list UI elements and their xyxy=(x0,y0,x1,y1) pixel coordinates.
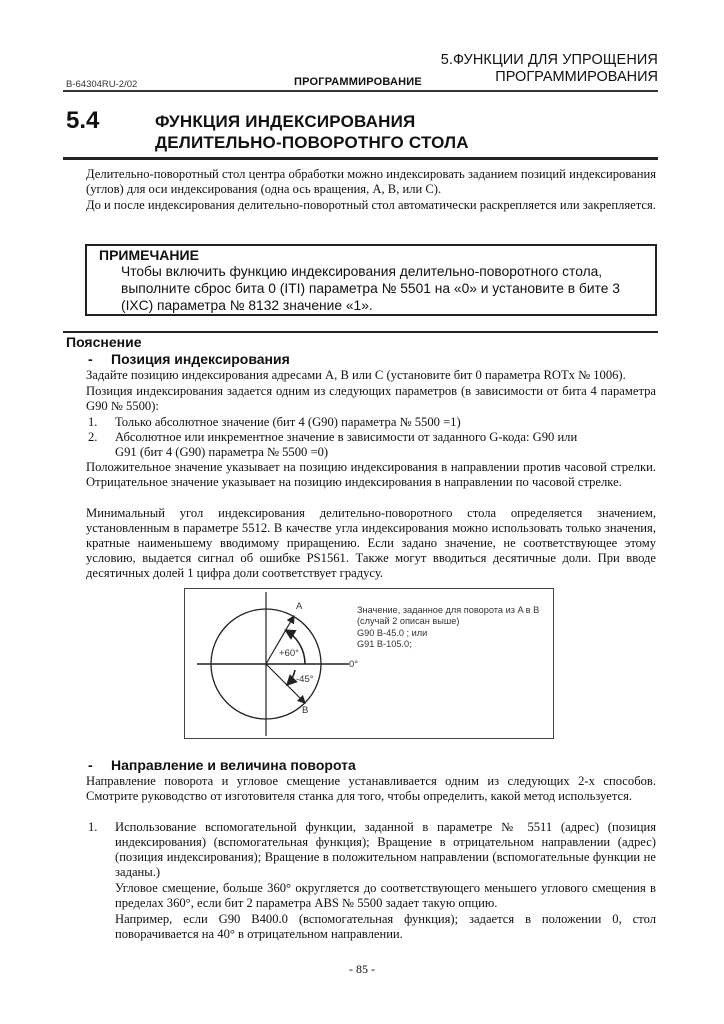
list-item-example: Например, если G90 B400.0 (вспомогательная функция); задается в положении 0, стол поворачивается на 40° в отрицательном направлении. xyxy=(115,912,656,941)
note-title: ПРИМЕЧАНИЕ xyxy=(99,247,199,263)
subsection-bullet: - xyxy=(88,351,93,367)
caption-line: G91 B-105.0; xyxy=(357,639,412,650)
list-number: 1. xyxy=(88,415,98,429)
intro-paragraph-1: Делительно-поворотный стол центра обработки можно индексировать заданием позиций индексирования (углов) для оси индексирования (одна ось вращения, A, B, или C). xyxy=(86,167,656,196)
list-number: 2. xyxy=(88,430,98,444)
angle-plus-60-label: +60° xyxy=(279,648,299,659)
list-item-text: Использование вспомогательной функции, заданной в параметре № 5511 (адрес) (позиция индексирования) (вспомогательная функция); Вращение в отрицательном направлении (адрес) (позиция индексирования); Вращение в положительном направлении (вспомогательные функции не заданы.) xyxy=(115,820,656,879)
zero-degree-label: 0° xyxy=(349,659,359,670)
caption-line: (случай 2 описан выше) xyxy=(357,616,460,627)
explanation-title: Пояснение xyxy=(66,334,142,350)
document-code: B-64304RU-2/02 xyxy=(66,79,138,90)
subsection-bullet: - xyxy=(88,757,93,773)
intro-paragraph-2: До и после индексирования делительно-поворотный стол автоматически раскрепляется или закрепляется. xyxy=(86,198,656,212)
paragraph: Положительное значение указывает на позицию индексирования в направлении против часовой стрелки. Отрицательное значение указывает на позицию индексирования в направлении по часовой стрелке. xyxy=(86,460,656,489)
caption-line: Значение, заданное для поворота из A в B xyxy=(357,605,540,615)
list-item-text: Только абсолютное значение (бит 4 (G90) параметра № 5500 =1) xyxy=(115,415,461,429)
section-title-line2: ДЕЛИТЕЛЬНО-ПОВОРОТНГО СТОЛА xyxy=(155,133,469,152)
page-number: - 85 - xyxy=(349,962,375,976)
paragraph: Направление поворота и угловое смещение устанавливается одним из следующих 2-х способов. Смотрите руководство от изготовителя станка для того, чтобы определить, какой метод используется. xyxy=(86,774,656,803)
section-number: 5.4 xyxy=(66,107,100,134)
section-title-line1: ФУНКЦИЯ ИНДЕКСИРОВАНИЯ xyxy=(155,112,416,131)
paragraph: Позиция индексирования задается одним из следующих параметров (в зависимости от бита 4 параметра G90 № 5500): xyxy=(86,384,656,413)
subsection-title-rotation-direction: Направление и величина поворота xyxy=(111,757,356,773)
header-divider xyxy=(63,90,658,92)
list-item-continuation: Угловое смещение, больше 360° округляется до соответствующего меньшего углового смещения в пределах 360°, если бит 2 параметра ABS № 5500 задает такую опцию. xyxy=(115,881,656,910)
point-b-label: B xyxy=(302,705,309,716)
note-text: Чтобы включить функцию индексирования делительно-поворотного стола, выполните сброс бита 0 (ITI) параметра № 5501 на «0» и установите в бите 3 (IXC) параметра № 8132 значение «1». xyxy=(121,264,620,313)
angle-minus-45-label: -45° xyxy=(296,674,314,685)
list-number: 1. xyxy=(88,820,98,834)
list-item-text: Абсолютное или инкрементное значение в зависимости от заданного G-кода: G90 или G91 (бит 4 (G90) параметра № 5500 =0) xyxy=(115,430,578,459)
explanation-divider xyxy=(63,331,658,333)
section-divider xyxy=(63,157,658,160)
chapter-title-line1: 5.ФУНКЦИИ ДЛЯ УПРОЩЕНИЯ xyxy=(440,52,658,68)
point-a-label: A xyxy=(296,601,303,612)
figure-caption xyxy=(357,605,539,651)
chapter-title-line2: ПРОГРАММИРОВАНИЯ xyxy=(495,69,658,85)
paragraph: Минимальный угол индексирования делительно-поворотного стола определяется значением, установленным в параметре 5512. В качестве угла индексирования можно использовать только значения, кратные наименьшему вводимому приращению. Если задано значение, не соответствующее этому условию, выдается сигнал об ошибке PS1561. Также могут вводиться десятичные доли. При вводе десятичных долей 1 цифра доли соответствует градусу. xyxy=(86,506,656,580)
part-title: ПРОГРАММИРОВАНИЕ xyxy=(294,76,422,88)
caption-line: G90 B-45.0 ; или xyxy=(357,627,428,638)
subsection-title-indexing-position: Позиция индексирования xyxy=(111,351,290,367)
paragraph: Задайте позицию индексирования адресами A, B или C (установите бит 0 параметра ROTx № 1006). xyxy=(86,368,626,382)
